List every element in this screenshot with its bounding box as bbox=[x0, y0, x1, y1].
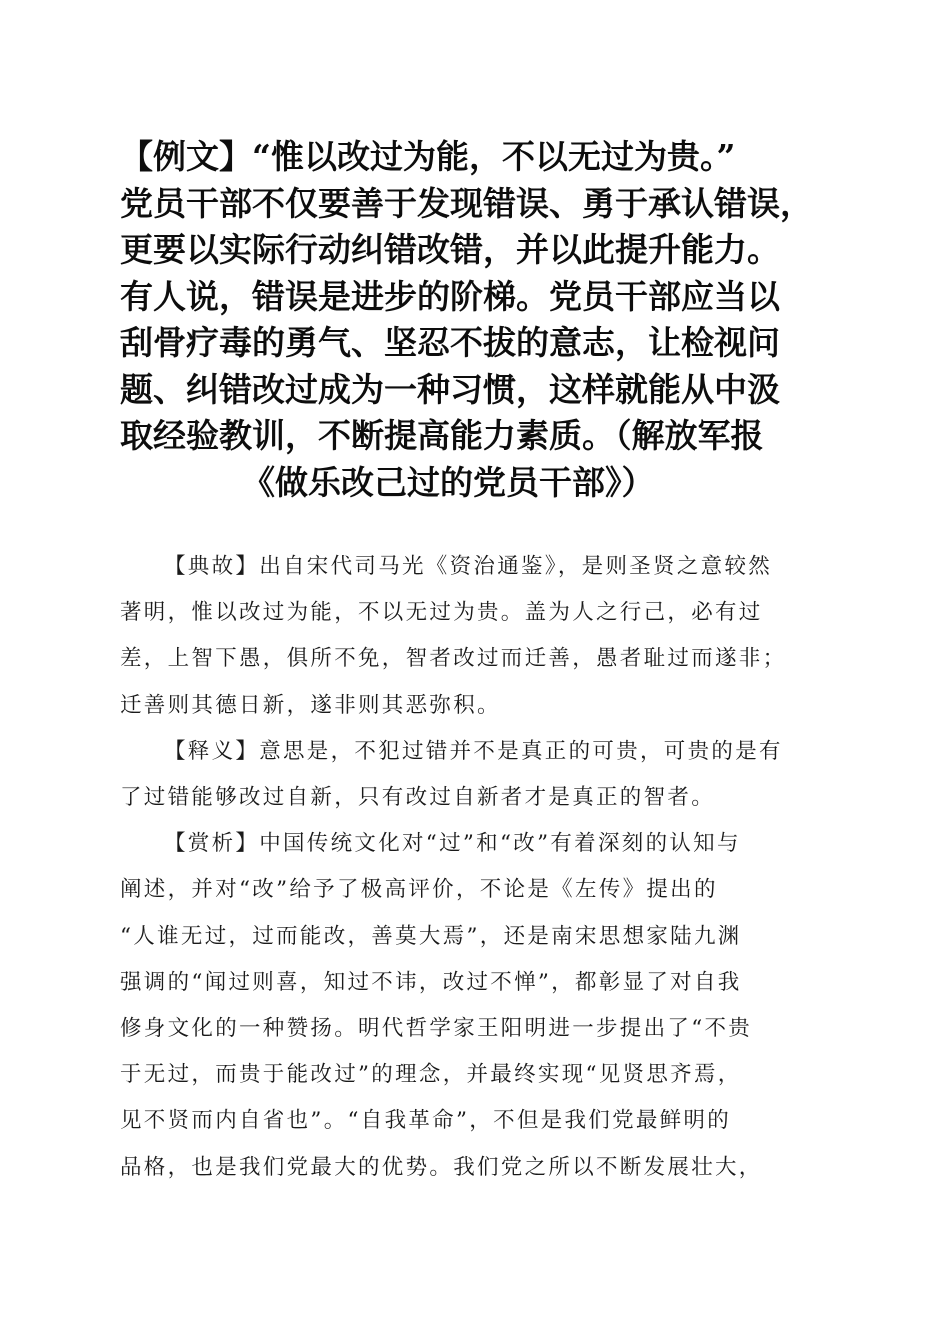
paragraph-line: 品格，也是我们党最大的优势。我们党之所以不断发展壮大， bbox=[120, 1154, 763, 1180]
example-line: 刮骨疗毒的勇气、坚忍不拔的意志，让检视问 bbox=[120, 323, 780, 362]
example-line: 更要以实际行动纠错改错，并以此提升能力。 bbox=[120, 230, 780, 269]
paragraph-line: 修身文化的一种赞扬。明代哲学家王阳明进一步提出了“不贵 bbox=[120, 1016, 753, 1042]
paragraph-line: 了过错能够改过自新，只有改过自新者才是真正的智者。 bbox=[120, 785, 716, 811]
paragraph-line: 【赏析】中国传统文化对“过”和“改”有着深刻的认知与 bbox=[164, 831, 741, 857]
paragraph-line: 迁善则其德日新，遂非则其恶弥积。 bbox=[120, 692, 501, 718]
paragraph-line: 差，上智下愚，俱所不免，智者改过而迁善，愚者耻过而遂非； bbox=[120, 646, 787, 672]
paragraph-line: 见不贤而内自省也”。“自我革命”，不但是我们党最鲜明的 bbox=[120, 1108, 732, 1134]
paragraph-line: 强调的“闻过则喜，知过不讳，改过不惮”，都彰显了对自我 bbox=[120, 969, 742, 995]
example-line: 题、纠错改过成为一种习惯，这样就能从中汲 bbox=[120, 369, 780, 409]
example-line: 【例文】“惟以改过为能，不以无过为贵。” bbox=[120, 137, 736, 176]
example-line: 取经验教训，不断提高能力素质。（解放军报 bbox=[120, 416, 764, 455]
paragraph-line: 阐述，并对“改”给予了极高评价，不论是《左传》提出的 bbox=[120, 877, 718, 903]
paragraph-line: 【释义】意思是，不犯过错并不是真正的可贵，可贵的是有 bbox=[164, 738, 783, 764]
paragraph-line: 于无过，而贵于能改过”的理念，并最终实现“见贤思齐焉， bbox=[120, 1062, 742, 1088]
allusion-paragraph bbox=[120, 544, 832, 729]
example-line: 有人说，错误是进步的阶梯。党员干部应当以 bbox=[120, 276, 780, 316]
example-quote-block bbox=[120, 134, 832, 506]
example-source: 《做乐改己过的党员干部》） bbox=[242, 462, 655, 502]
paragraph-line: “人谁无过，过而能改，善莫大焉”，还是南宋思想家陆九渊 bbox=[120, 923, 742, 949]
example-line: 党员干部不仅要善于发现错误、勇于承认错误， bbox=[120, 183, 813, 223]
body-text bbox=[120, 544, 832, 1191]
paragraph-line: 【典故】出自宋代司马光《资治通鉴》，是则圣贤之意较然 bbox=[164, 554, 773, 579]
interpretation-paragraph bbox=[120, 729, 832, 821]
paragraph-line: 著明，惟以改过为能，不以无过为贵。盖为人之行己，必有过 bbox=[120, 600, 763, 626]
appreciation-paragraph bbox=[120, 821, 832, 1191]
